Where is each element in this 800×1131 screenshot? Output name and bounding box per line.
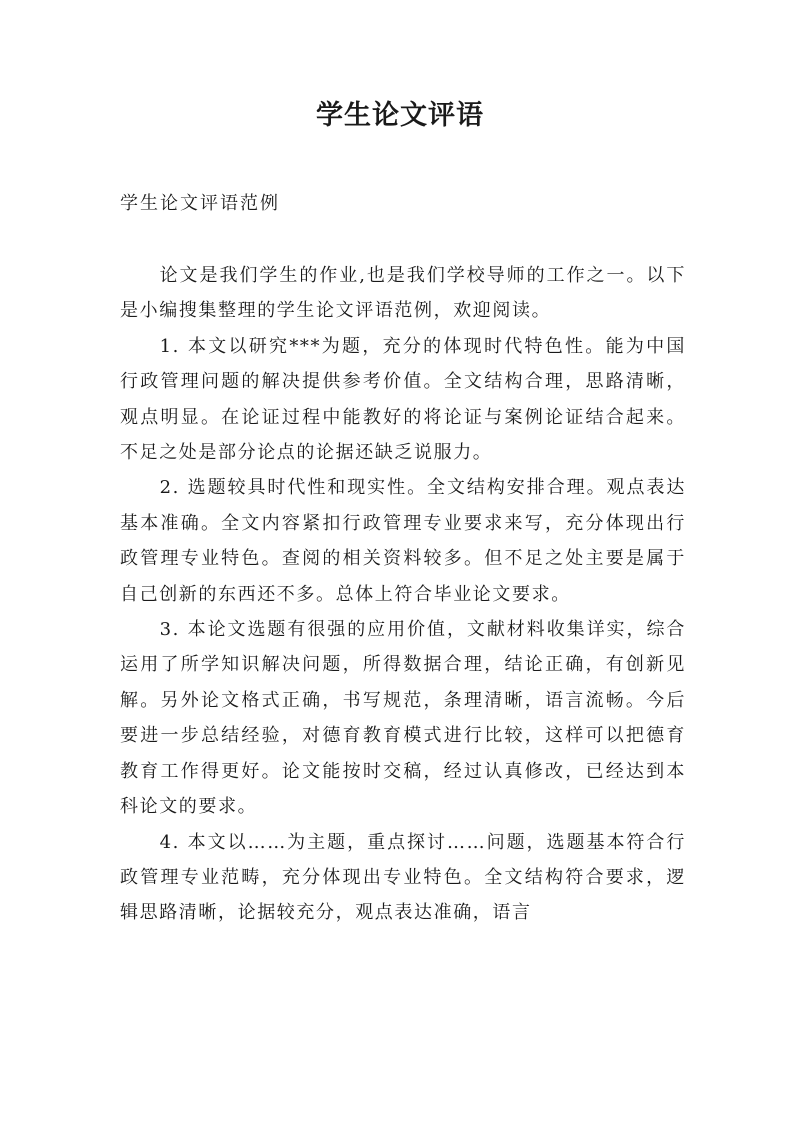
comment-paragraph-4: 4. 本文以……为主题，重点探讨……问题，选题基本符合行政管理专业范畴，充分体现出专业特色。全文结构符合要求，逻辑思路清晰，论据较充分，观点表达准确，语言: [120, 831, 686, 924]
comment-paragraph-2: 2. 选题较具时代性和现实性。全文结构安排合理。观点表达基本准确。全文内容紧扣行政管理专业要求来写，充分体现出行政管理专业特色。查阅的相关资料较多。但不足之处主要是属于自己创新的东西还不多。总体上符合毕业论文要求。: [120, 477, 686, 605]
comment-paragraph-3: 3. 本论文选题有很强的应用价值，文献材料收集详实，综合运用了所学知识解决问题，所得数据合理，结论正确，有创新见解。另外论文格式正确，书写规范，条理清晰，语言流畅。今后要进一步总结经验，对德育教育模式进行比较，这样可以把德育教育工作得更好。论文能按时交稿，经过认真修改，已经达到本科论文的要求。: [120, 619, 686, 818]
comment-paragraph-1: 1. 本文以研究***为题，充分的体现时代特色性。能为中国行政管理问题的解决提供参考价值。全文结构合理，思路清晰，观点明显。在论证过程中能教好的将论证与案例论证结合起来。不足之处是部分论点的论据还缺乏说服力。: [120, 335, 686, 464]
intro-paragraph: 论文是我们学生的作业,也是我们学校导师的工作之一。以下是小编搜集整理的学生论文评语范例，欢迎阅读。: [120, 265, 686, 322]
page-title: 学生论文评语: [316, 100, 484, 131]
document-subtitle: 学生论文评语范例: [120, 193, 280, 214]
document-body: [120, 258, 686, 931]
